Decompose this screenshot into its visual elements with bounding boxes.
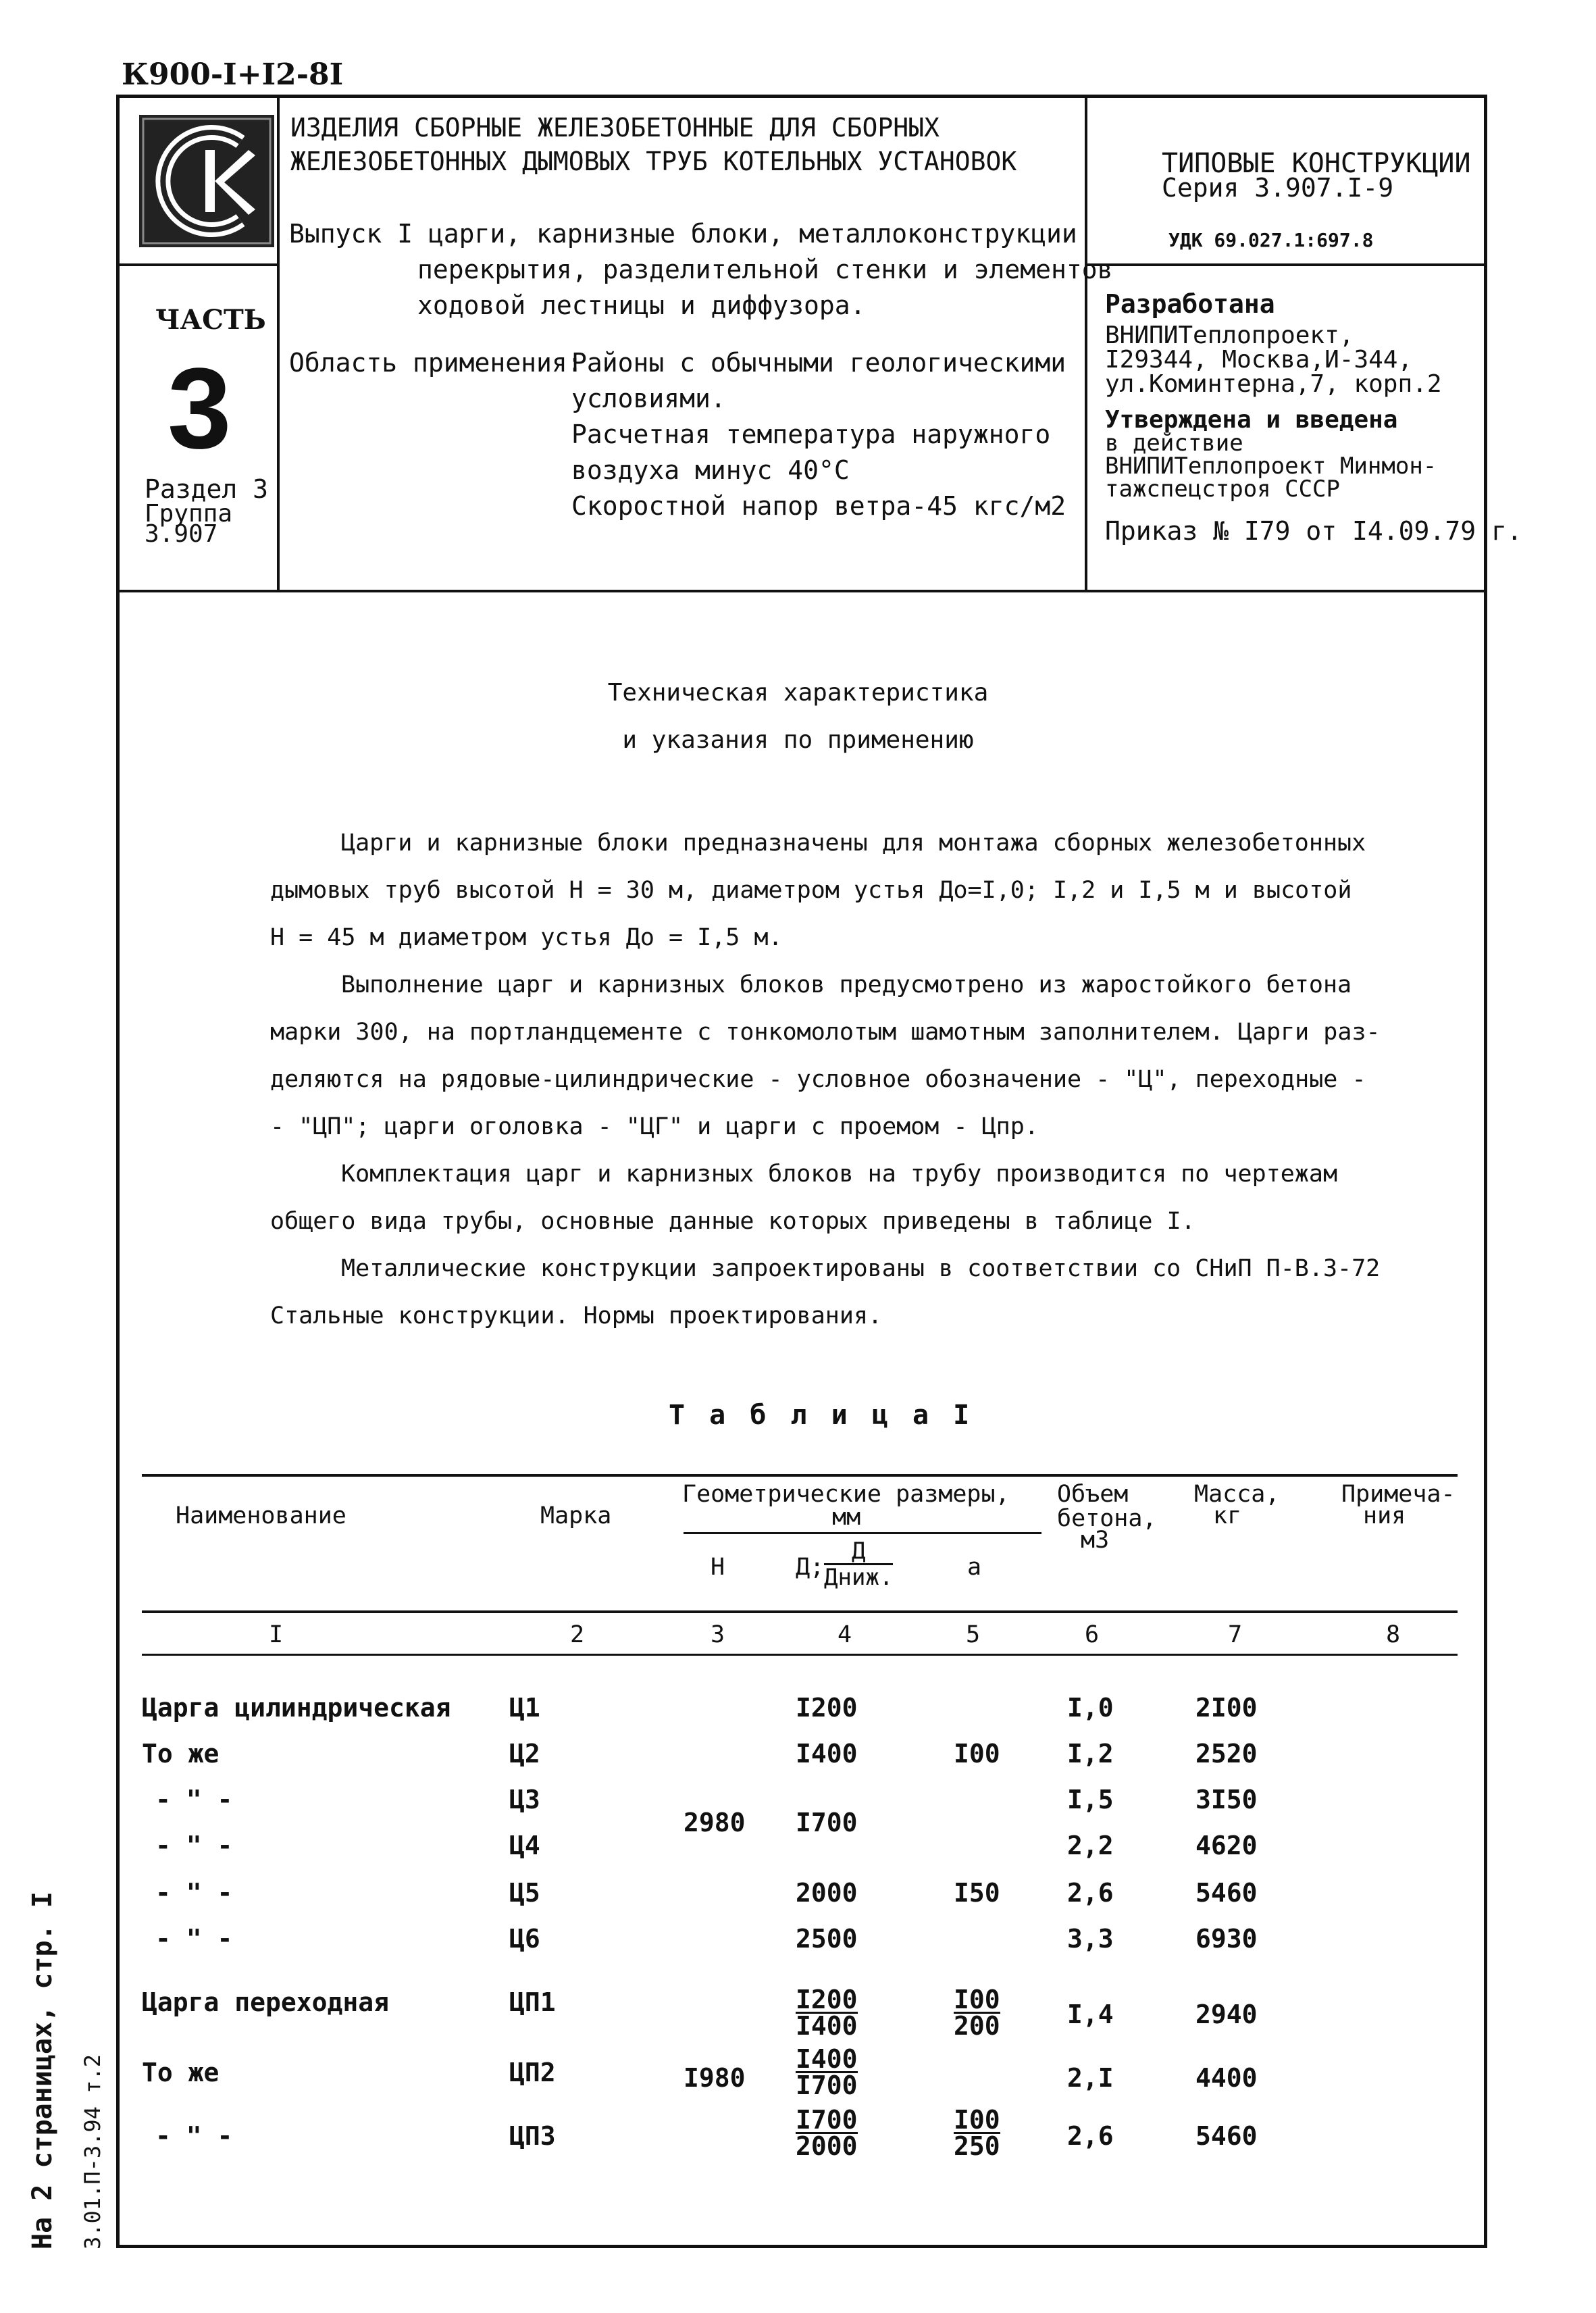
cell-d-num: I200: [796, 1985, 858, 2014]
approved-org-1: ВНИПИТеплопроект Минмон-: [1105, 453, 1437, 480]
cell-mark: Ц1: [509, 1693, 540, 1723]
group-value: 3.907: [145, 520, 218, 548]
cell-name: - " -: [155, 1924, 233, 1954]
cell-d-den: I700: [796, 2070, 858, 2100]
th-vol-2: бетона,: [1057, 1505, 1157, 1532]
issue-line-1: Выпуск I царги, карнизные блоки, металлоконструкции: [289, 219, 1077, 249]
cell-mark: ЦП3: [509, 2121, 556, 2151]
cell-d-merged: I700: [796, 1808, 858, 1837]
cell-d: 2500: [796, 1924, 858, 1954]
cell-name: Царга переходная: [142, 1987, 390, 2017]
cell-mark: Ц5: [509, 1878, 540, 1908]
cell-mark: Ц4: [509, 1831, 540, 1860]
col-num: 2: [570, 1621, 585, 1648]
paragraph-line: Комплектация царг и карнизных блоков на трубу производится по чертежам: [341, 1161, 1338, 1188]
area-line-4: воздуха минус 40°С: [571, 455, 850, 485]
cell-d-num: I700: [796, 2105, 858, 2135]
cell-mass: 6930: [1195, 1924, 1258, 1954]
cell-a-fraction: [954, 2105, 1000, 2161]
cell-vol: 2,I: [1067, 2063, 1114, 2093]
approved-org-2: тажспецстроя СССР: [1105, 476, 1340, 503]
approved-label-1: Утверждена и введена: [1105, 406, 1398, 434]
area-line-2: условиями.: [571, 384, 726, 413]
developed-org: ВНИПИТеплопроект,: [1105, 322, 1354, 349]
paragraph-line: деляются на рядовые-цилиндрические - условное обозначение - "Ц", переходные -: [270, 1066, 1366, 1093]
cell-name: - " -: [155, 1878, 233, 1908]
doc-title-line-1: Техническая характеристика: [607, 679, 989, 707]
area-line-3: Расчетная температура наружного: [571, 420, 1051, 449]
th-h: Н: [711, 1554, 725, 1581]
cell-d-num: I400: [796, 2044, 858, 2074]
product-line-2: ЖЕЛЕЗОБЕТОННЫХ ДЫМОВЫХ ТРУБ КОТЕЛЬНЫХ УСТАНОВОК: [290, 147, 1017, 176]
cell-name: - " -: [155, 2121, 233, 2151]
cell-vol: 2,6: [1067, 2121, 1114, 2151]
udk: УДК 69.027.1:697.8: [1168, 229, 1374, 251]
paragraph-line: - "ЦП"; царги оголовка - "ЦГ" и царги с проемом - Цпр.: [270, 1113, 1039, 1140]
cell-d-fraction: [796, 2105, 858, 2161]
cell-name: То же: [142, 2058, 220, 2087]
cell-a-fraction: [954, 1985, 1000, 2041]
cell-vol: I,2: [1067, 1739, 1114, 1769]
col-num: 8: [1386, 1621, 1401, 1648]
th-mass-2: кг: [1213, 1502, 1242, 1529]
col-num: 5: [966, 1621, 981, 1648]
part-label: ЧАСТЬ: [155, 304, 266, 336]
table-rule-colnums: [142, 1654, 1458, 1656]
th-vol-3: м3: [1081, 1527, 1110, 1554]
cell-vol: I,5: [1067, 1785, 1114, 1814]
paragraph-line: марки 300, на портландцементе с тонкомолотым шамотным заполнителем. Царги раз-: [270, 1019, 1381, 1046]
area-line-1: Районы с обычными геологическими: [571, 348, 1066, 378]
th-d-num: Д: [824, 1539, 893, 1565]
cell-name: Царга цилиндрическая: [142, 1693, 451, 1723]
table-rule-geom: [684, 1532, 1041, 1534]
paragraph-line: дымовых труб высотой Н = 30 м, диаметром устья До=I,0; I,2 и I,5 м и высотой: [270, 877, 1352, 904]
th-d-prefix: Д;: [796, 1554, 825, 1581]
approved-label-2: в действие: [1105, 430, 1243, 457]
cell-mass: 2I00: [1195, 1693, 1258, 1723]
cell-mass: 3I50: [1195, 1785, 1258, 1814]
group-label: Группа: [145, 500, 233, 528]
th-vol-1: Объем: [1057, 1481, 1129, 1508]
cell-vol: I,0: [1067, 1693, 1114, 1723]
th-name: Наименование: [176, 1502, 346, 1529]
th-geom-unit: мм: [832, 1504, 861, 1531]
issue-line-3: ходовой лестницы и диффузора.: [417, 290, 866, 320]
cell-a-den: 200: [954, 2011, 1000, 2041]
table-rule-top: [142, 1474, 1458, 1477]
paragraph-line: Царги и карнизные блоки предназначены для монтажа сборных железобетонных: [341, 830, 1366, 857]
cell-mass: 2940: [1195, 2000, 1258, 2029]
series: Серия 3.907.I-9: [1162, 173, 1394, 203]
cell-name: - " -: [155, 1785, 233, 1814]
cell-h-transitional: I980: [684, 2063, 746, 2093]
divider: [116, 263, 278, 266]
cell-h-cylindrical: 2980: [684, 1808, 746, 1837]
cell-d: 2000: [796, 1878, 858, 1908]
col-num: 3: [711, 1621, 725, 1648]
cell-a: I00: [954, 1739, 1000, 1769]
col-num: 7: [1228, 1621, 1243, 1648]
cell-mass: 5460: [1195, 1878, 1258, 1908]
th-geom: Геометрические размеры,: [682, 1481, 1010, 1508]
divider: [277, 95, 280, 591]
col-num: I: [269, 1621, 284, 1648]
cell-vol: 3,3: [1067, 1924, 1114, 1954]
logo-sk: [139, 115, 274, 247]
area-line-5: Скоростной напор ветра-45 кгс/м2: [571, 491, 1066, 521]
th-mark: Марка: [540, 1502, 612, 1529]
cell-d-den: I400: [796, 2011, 858, 2041]
side-code: 3.01.П-3.94 т.2: [80, 2054, 105, 2250]
cell-a: I50: [954, 1878, 1000, 1908]
product-line-1: ИЗДЕЛИЯ СБОРНЫЕ ЖЕЛЕЗОБЕТОННЫЕ ДЛЯ СБОРНЫХ: [290, 113, 939, 143]
paragraph-line: Стальные конструкции. Нормы проектирования.: [270, 1302, 883, 1329]
th-d-den: Дниж.: [824, 1564, 894, 1591]
section-label: Раздел 3: [145, 474, 269, 504]
cell-mark: ЦП1: [509, 1987, 556, 2017]
cell-a-den: 250: [954, 2131, 1000, 2161]
cell-mass: 2520: [1195, 1739, 1258, 1769]
cell-mark: Ц2: [509, 1739, 540, 1769]
th-a: а: [967, 1554, 982, 1581]
cell-d: I200: [796, 1693, 858, 1723]
document-code: К900-I+I2-8I: [122, 57, 344, 92]
th-d-fraction: [824, 1539, 893, 1590]
cell-name: То же: [142, 1739, 220, 1769]
doc-title-line-2: и указания по применению: [622, 726, 974, 754]
cell-a-num: I00: [954, 1985, 1000, 2014]
cell-d-fraction: [796, 1985, 858, 2041]
divider: [1085, 263, 1487, 266]
cell-mass: 4620: [1195, 1831, 1258, 1860]
th-note-2: ния: [1363, 1502, 1406, 1529]
developed-addr-2: ул.Коминтерна,7, корп.2: [1105, 370, 1442, 398]
area-label: Область применения:: [289, 348, 583, 378]
paragraph-line: общего вида трубы, основные данные которых приведены в таблице I.: [270, 1208, 1195, 1235]
divider: [1085, 95, 1087, 591]
col-num: 4: [838, 1621, 852, 1648]
developed-addr-1: I29344, Москва,И-344,: [1105, 346, 1413, 374]
developed-label: Разработана: [1105, 289, 1275, 319]
th-mass-1: Масса,: [1194, 1481, 1280, 1508]
cell-vol: 2,2: [1067, 1831, 1114, 1860]
cell-a-num: I00: [954, 2105, 1000, 2135]
issue-line-2: перекрытия, разделительной стенки и элементов: [417, 255, 1113, 284]
typical-title: ТИПОВЫЕ КОНСТРУКЦИИ: [1162, 148, 1471, 179]
cell-mark: Ц3: [509, 1785, 540, 1814]
part-number: 3: [168, 345, 232, 473]
paragraph-line: Выполнение царг и карнизных блоков предусмотрено из жаростойкого бетона: [341, 971, 1352, 998]
table-caption: Т а б л и ц а I: [669, 1400, 974, 1431]
divider: [116, 590, 1487, 592]
cell-d-fraction: [796, 2044, 858, 2100]
cell-mass: 4400: [1195, 2063, 1258, 2093]
table-rule-header: [142, 1610, 1458, 1613]
cell-vol: 2,6: [1067, 1878, 1114, 1908]
cell-vol: I,4: [1067, 2000, 1114, 2029]
cell-mass: 5460: [1195, 2121, 1258, 2151]
order: Приказ № I79 от I4.09.79 г.: [1105, 516, 1522, 546]
cell-mark: Ц6: [509, 1924, 540, 1954]
side-page-count: На 2 страницах, стр. I: [27, 1891, 58, 2250]
cell-d-den: 2000: [796, 2131, 858, 2161]
col-num: 6: [1085, 1621, 1100, 1648]
cell-name: - " -: [155, 1831, 233, 1860]
paragraph-line: Н = 45 м диаметром устья До = I,5 м.: [270, 924, 783, 951]
th-note-1: Примеча-: [1341, 1481, 1456, 1508]
cell-d: I400: [796, 1739, 858, 1769]
cell-mark: ЦП2: [509, 2058, 556, 2087]
paragraph-line: Металлические конструкции запроектированы в соответствии со СНиП П-В.3-72: [341, 1255, 1381, 1282]
